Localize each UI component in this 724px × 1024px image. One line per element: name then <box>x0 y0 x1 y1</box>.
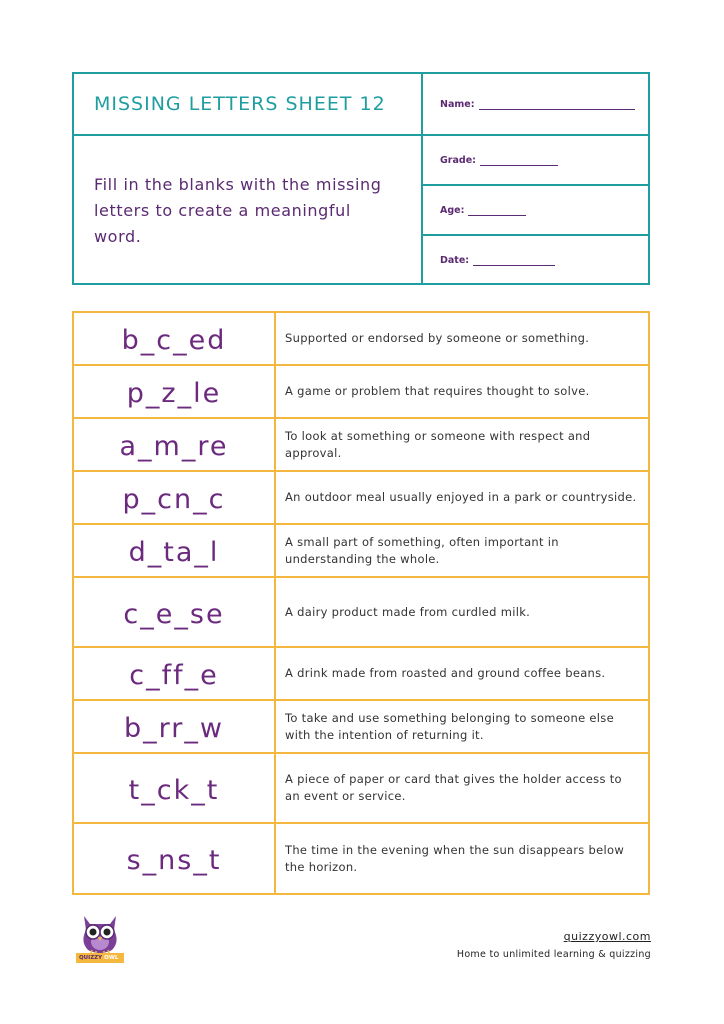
word-definition: A piece of paper or card that gives the holder access to an event or service. <box>285 772 622 803</box>
instructions: Fill in the blanks with the missing letters to create a meaningful word. <box>74 136 423 285</box>
missing-letter-word: a_m_re <box>74 419 276 470</box>
owl-icon <box>76 912 124 954</box>
date-label: Date: <box>440 255 470 266</box>
table-row <box>74 525 648 578</box>
word-definition: To look at something or someone with respect and approval. <box>285 428 591 460</box>
word-definition: A game or problem that requires thought to solve. <box>285 384 590 398</box>
word-definition: A drink made from roasted and ground coffee beans. <box>285 666 606 680</box>
name-blank-line[interactable] <box>479 99 635 110</box>
table-row <box>74 419 648 472</box>
table-row <box>74 313 648 366</box>
footer-site <box>457 930 651 960</box>
date-field[interactable] <box>423 236 648 285</box>
word-table <box>72 311 650 895</box>
grade-blank-line[interactable] <box>480 155 558 166</box>
word-definition: A dairy product made from curdled milk. <box>285 604 531 619</box>
table-row <box>74 472 648 525</box>
age-blank-line[interactable] <box>468 205 526 216</box>
grade-field[interactable] <box>423 136 648 186</box>
missing-letter-word: d_ta_l <box>74 525 276 576</box>
logo-text-quizzy: QUIZZY <box>79 955 103 961</box>
site-tagline: Home to unlimited learning & quizzing <box>456 949 651 960</box>
name-label: Name: <box>440 98 475 110</box>
table-row <box>74 701 648 754</box>
worksheet-title: MISSING LETTERS SHEET 12 <box>74 74 423 136</box>
missing-letter-word: c_e_se <box>74 578 276 646</box>
name-field[interactable] <box>423 74 648 136</box>
missing-letter-word: p_cn_c <box>74 472 276 523</box>
logo-text-owl: OWL <box>104 955 119 961</box>
grade-label: Grade: <box>440 154 476 166</box>
word-definition: To take and use something belonging to someone else with the intention of returning it. <box>285 710 614 742</box>
table-row <box>74 754 648 824</box>
word-definition: Supported or endorsed by someone or something. <box>285 331 590 345</box>
missing-letter-word: s_ns_t <box>74 824 276 893</box>
word-definition: The time in the evening when the sun disappears below the horizon. <box>285 842 625 874</box>
missing-letter-word: p_z_le <box>74 366 276 417</box>
worksheet-header <box>72 72 650 285</box>
age-label: Age: <box>440 204 465 216</box>
missing-letter-word: b_rr_w <box>74 701 276 752</box>
date-blank-line[interactable] <box>473 255 555 266</box>
site-link[interactable]: quizzyowl.com <box>563 930 651 943</box>
missing-letter-word: t_ck_t <box>74 754 276 822</box>
table-row <box>74 366 648 419</box>
logo-band <box>76 953 124 963</box>
table-row <box>74 648 648 701</box>
table-row <box>74 824 648 893</box>
missing-letter-word: c_ff_e <box>74 648 276 699</box>
age-field[interactable] <box>423 186 648 236</box>
quizzyowl-logo[interactable] <box>76 912 124 964</box>
word-definition: An outdoor meal usually enjoyed in a park or countryside. <box>285 490 637 504</box>
word-definition: A small part of something, often important in understanding the whole. <box>285 534 559 566</box>
table-row <box>74 578 648 648</box>
missing-letter-word: b_c_ed <box>74 313 276 364</box>
